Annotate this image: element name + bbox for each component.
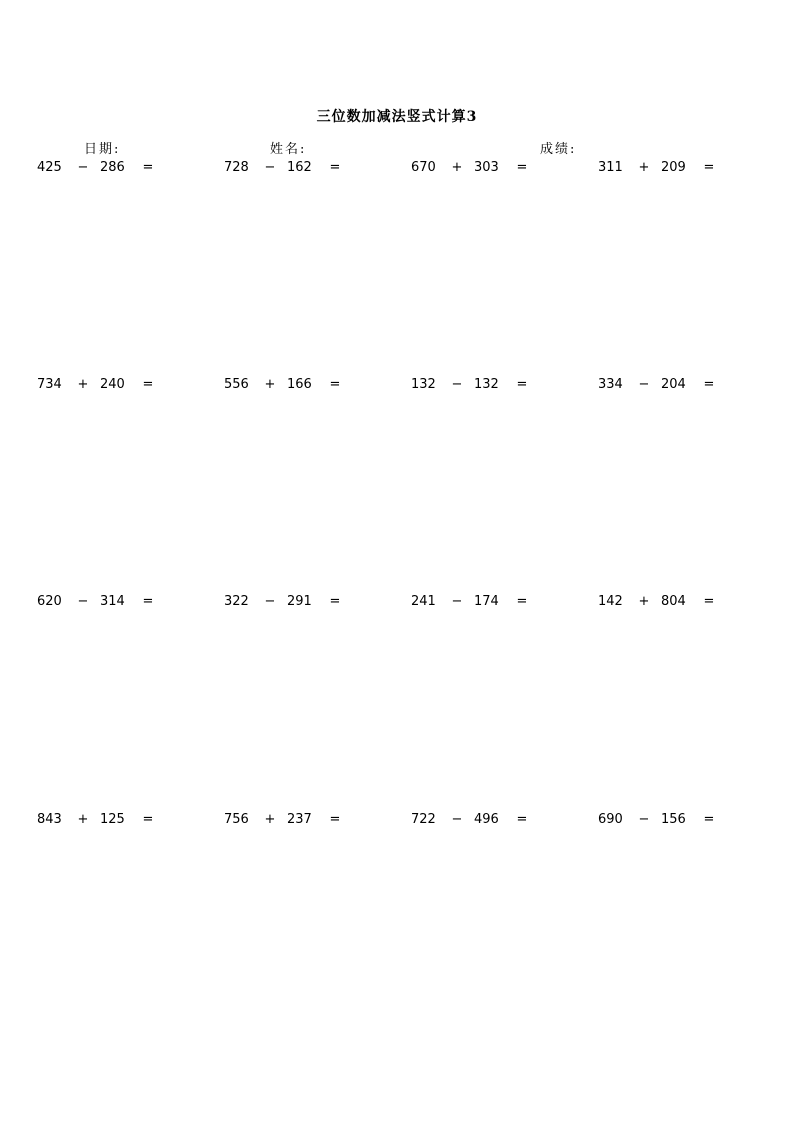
operator: + (451, 160, 463, 175)
equals-sign: = (329, 377, 341, 392)
operator: − (77, 594, 89, 609)
operator: + (638, 594, 650, 609)
operator: + (638, 160, 650, 175)
problem-r1-c4 (598, 160, 748, 180)
operator: − (451, 377, 463, 392)
operand-a: 322 (224, 594, 249, 609)
problem-r1-c2 (224, 160, 374, 180)
operand-a: 734 (37, 377, 62, 392)
problem-r3-c1 (37, 594, 187, 614)
operand-a: 843 (37, 812, 62, 827)
operator: − (451, 812, 463, 827)
operand-a: 142 (598, 594, 623, 609)
operand-b: 125 (100, 812, 125, 827)
problem-r4-c1 (37, 812, 187, 832)
operand-b: 286 (100, 160, 125, 175)
operand-a: 425 (37, 160, 62, 175)
operand-b: 303 (474, 160, 499, 175)
operand-b: 209 (661, 160, 686, 175)
name-label: 姓名: (270, 142, 307, 157)
worksheet-title: 三位数加减法竖式计算3 (316, 109, 478, 125)
operator: + (77, 812, 89, 827)
problem-r2-c1 (37, 377, 187, 397)
operand-a: 132 (411, 377, 436, 392)
problem-r3-c2 (224, 594, 374, 614)
operand-b: 166 (287, 377, 312, 392)
problem-r2-c4 (598, 377, 748, 397)
operand-a: 620 (37, 594, 62, 609)
equals-sign: = (516, 377, 528, 392)
equals-sign: = (142, 594, 154, 609)
operand-a: 241 (411, 594, 436, 609)
problem-r3-c3 (411, 594, 561, 614)
equals-sign: = (142, 377, 154, 392)
operator: + (264, 812, 276, 827)
operator: − (264, 160, 276, 175)
problem-r2-c2 (224, 377, 374, 397)
problem-r3-c4 (598, 594, 748, 614)
equals-sign: = (142, 160, 154, 175)
operand-b: 174 (474, 594, 499, 609)
operator: − (638, 812, 650, 827)
score-label: 成绩: (540, 142, 577, 157)
operand-b: 240 (100, 377, 125, 392)
problem-r4-c3 (411, 812, 561, 832)
problem-r4-c2 (224, 812, 374, 832)
equals-sign: = (516, 160, 528, 175)
problem-r2-c3 (411, 377, 561, 397)
operand-a: 690 (598, 812, 623, 827)
operand-a: 722 (411, 812, 436, 827)
operand-b: 496 (474, 812, 499, 827)
operand-b: 204 (661, 377, 686, 392)
equals-sign: = (703, 160, 715, 175)
date-label: 日期: (84, 142, 121, 157)
operand-b: 291 (287, 594, 312, 609)
operand-b: 162 (287, 160, 312, 175)
problem-r4-c4 (598, 812, 748, 832)
problem-r1-c1 (37, 160, 187, 180)
operator: − (638, 377, 650, 392)
operator: + (77, 377, 89, 392)
operand-b: 156 (661, 812, 686, 827)
equals-sign: = (329, 594, 341, 609)
operand-a: 670 (411, 160, 436, 175)
operand-b: 132 (474, 377, 499, 392)
equals-sign: = (516, 594, 528, 609)
equals-sign: = (703, 812, 715, 827)
operand-a: 756 (224, 812, 249, 827)
operand-a: 311 (598, 160, 623, 175)
operand-b: 804 (661, 594, 686, 609)
equals-sign: = (329, 812, 341, 827)
equals-sign: = (329, 160, 341, 175)
operand-a: 728 (224, 160, 249, 175)
problem-r1-c3 (411, 160, 561, 180)
equals-sign: = (142, 812, 154, 827)
operator: − (77, 160, 89, 175)
equals-sign: = (516, 812, 528, 827)
equals-sign: = (703, 377, 715, 392)
operator: + (264, 377, 276, 392)
operand-b: 314 (100, 594, 125, 609)
operand-a: 334 (598, 377, 623, 392)
operator: − (264, 594, 276, 609)
operand-a: 556 (224, 377, 249, 392)
operator: − (451, 594, 463, 609)
operand-b: 237 (287, 812, 312, 827)
equals-sign: = (703, 594, 715, 609)
